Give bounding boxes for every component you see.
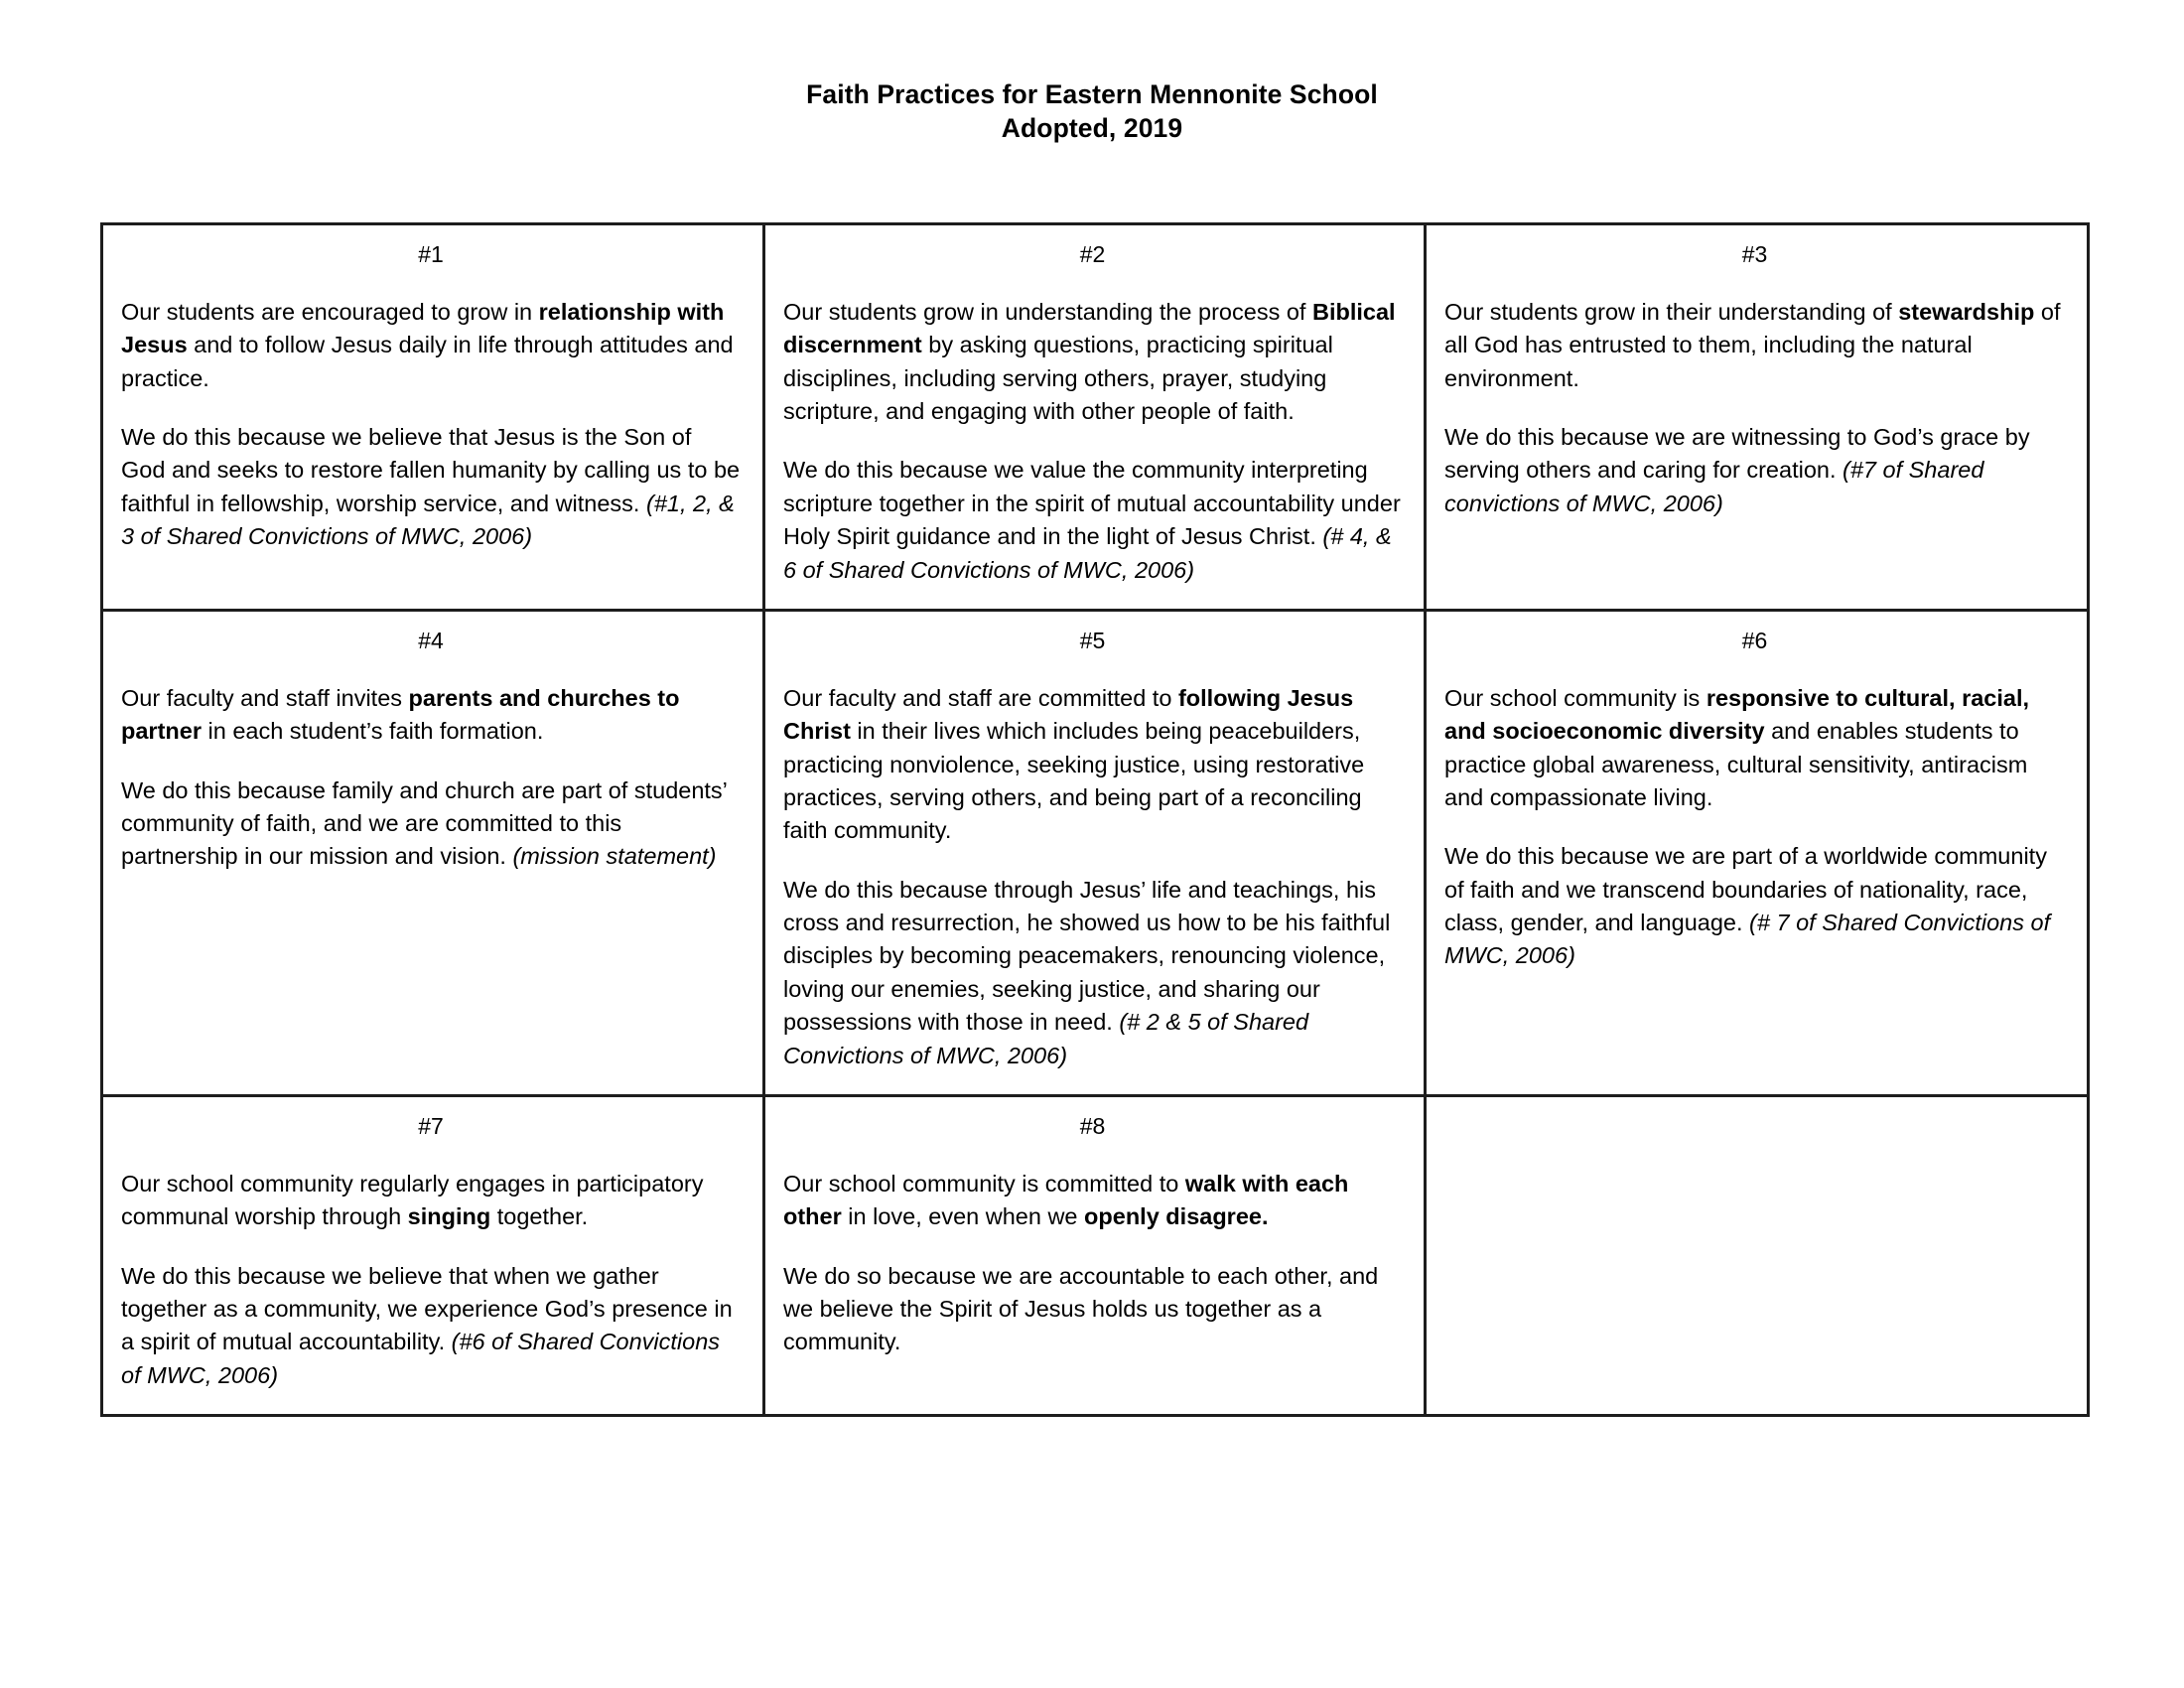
text-run-italic: (#1, 2, & 3 of Shared Convictions of MWC, 2006) (121, 490, 735, 550)
practice-paragraph (783, 1168, 1402, 1234)
practice-number-label: #6 (1741, 627, 1768, 653)
practice-paragraph (1444, 682, 2065, 814)
text-run-normal: We do this because we are part of a worldwide community of faith and we transcend boundaries of nationality, race, class, gender, and language. (1444, 843, 2047, 936)
text-run-bold: stewardship (1898, 299, 2035, 326)
practice-cell-inner (103, 1097, 762, 1414)
text-run-italic: (#6 of Shared Convictions of MWC, 2006) (121, 1329, 721, 1388)
text-run-bold: following Jesus Christ (783, 684, 1354, 745)
text-run-bold: relationship with Jesus (121, 299, 725, 358)
table-row (102, 1095, 2089, 1415)
practice-cell-6 (1426, 610, 2089, 1095)
text-run-bold: responsive to cultural, racial, and socioeconomic diversity (1444, 684, 2030, 745)
practice-paragraph (783, 454, 1402, 586)
practice-paragraph (1444, 296, 2065, 395)
practice-number-label: #1 (418, 241, 444, 267)
practice-number-label: #7 (418, 1112, 444, 1139)
practice-body (121, 682, 741, 874)
practice-number-label: #5 (1079, 627, 1106, 653)
practice-cell-7 (102, 1095, 764, 1415)
text-run-normal: and enables students to practice global awareness, cultural sensitivity, antiracism and compassionate living. (1444, 718, 2028, 811)
text-run-normal: Our school community is committed to (783, 1170, 1185, 1196)
practice-paragraph (121, 774, 741, 874)
practice-cell-4 (102, 610, 764, 1095)
practice-cell-3 (1426, 224, 2089, 611)
practice-cell-inner (1427, 1097, 2087, 1159)
page-subtitle: Adopted, 2019 (1001, 113, 1183, 144)
practice-cell-empty (1426, 1095, 2089, 1415)
practice-cell-inner (765, 612, 1424, 1094)
practice-paragraph (121, 682, 741, 749)
table-row (102, 610, 2089, 1095)
practice-cell-8 (764, 1095, 1426, 1415)
text-run-normal: Our students grow in understanding the process of (783, 299, 1312, 326)
text-run-normal: We do this because through Jesus’ life and teachings, his cross and resurrection, he showed us how to be his faithful disciples by becoming peacemakers, renouncing violence, loving our enemies, seeking justice, and sharing our possessions with those in need. (783, 876, 1391, 1036)
practice-body (121, 1168, 741, 1392)
text-run-normal: and to follow Jesus daily in life through attitudes and practice. (121, 332, 734, 391)
text-run-normal: in each student’s faith formation. (201, 718, 544, 745)
practice-cell-inner (1427, 612, 2087, 995)
text-run-italic: (# 4, & 6 of Shared Convictions of MWC, 2006) (783, 523, 1392, 583)
text-run-bold: openly disagree. (1084, 1203, 1269, 1230)
table-row (102, 224, 2089, 611)
practice-paragraph (121, 421, 741, 553)
text-run-normal: We do this because family and church are part of students’ community of faith, and we are committed to this partnership in our mission and vision. (121, 776, 728, 870)
text-run-normal: of all God has entrusted to them, including the natural environment. (1444, 299, 2061, 391)
practice-cell-inner (765, 1097, 1424, 1381)
text-run-normal: Our students grow in their understanding of (1444, 299, 1899, 326)
practice-paragraph (783, 874, 1402, 1072)
text-run-bold: Biblical discernment (783, 299, 1396, 358)
text-run-italic: (mission statement) (512, 843, 717, 870)
practice-cell-inner (103, 612, 762, 896)
text-run-normal: We do this because we believe that when we gather together as a community, we experience God’s presence in a spirit of mutual accountability. (121, 1262, 733, 1355)
text-run-normal: Our faculty and staff invites (121, 684, 409, 711)
practice-cell-inner (103, 225, 762, 576)
text-run-bold: walk with each other (783, 1170, 1349, 1230)
practice-body (121, 296, 741, 554)
text-run-bold: singing (407, 1203, 491, 1230)
practice-paragraph (121, 1260, 741, 1392)
practice-cell-1 (102, 224, 764, 611)
text-run-normal: in love, even when we (841, 1203, 1085, 1230)
practice-cell-2 (764, 224, 1426, 611)
practice-number-label: #2 (1079, 241, 1106, 267)
practice-body (783, 1168, 1402, 1359)
practice-body (1444, 296, 2065, 520)
text-run-normal: by asking questions, practicing spiritual disciplines, including serving others, prayer, studying scripture, and engaging with other people of faith. (783, 332, 1333, 425)
practice-paragraph (783, 682, 1402, 848)
practice-number-label: #8 (1079, 1112, 1106, 1139)
practice-paragraph (783, 1260, 1402, 1359)
text-run-italic: (# 7 of Shared Convictions of MWC, 2006) (1444, 910, 2051, 969)
text-run-normal: in their lives which includes being peacebuilders, practicing nonviolence, seeking justice, using restorative practices, serving others, and being part of a reconciling faith community. (783, 718, 1365, 844)
practice-paragraph (121, 296, 741, 395)
practice-number-label: #3 (1741, 241, 1768, 267)
text-run-normal: Our students are encouraged to grow in (121, 299, 539, 326)
text-run-italic: (# 2 & 5 of Shared Convictions of MWC, 2006) (783, 1009, 1309, 1068)
text-run-normal: Our school community regularly engages in participatory communal worship through (121, 1170, 704, 1230)
practice-body (1444, 682, 2065, 973)
text-run-normal: We do so because we are accountable to each other, and we believe the Spirit of Jesus holds us together as a community. (783, 1262, 1379, 1355)
practice-paragraph (1444, 421, 2065, 520)
text-run-normal: We do this because we are witnessing to God’s grace by serving others and caring for creation. (1444, 424, 2030, 484)
document-header (0, 0, 2184, 146)
page-title: Faith Practices for Eastern Mennonite School (806, 79, 1378, 109)
table-body (102, 224, 2089, 1416)
practice-paragraph (1444, 840, 2065, 972)
practice-body (783, 682, 1402, 1072)
text-run-normal: Our faculty and staff are committed to (783, 684, 1178, 711)
text-run-bold: parents and churches to partner (121, 684, 680, 745)
practice-cell-5 (764, 610, 1426, 1095)
text-run-normal: Our school community is (1444, 684, 1706, 711)
faith-practices-table (100, 222, 2090, 1417)
text-run-normal: We do this because we value the community interpreting scripture together in the spirit of mutual accountability under Holy Spirit guidance and in the light of Jesus Christ. (783, 457, 1401, 550)
text-run-italic: (#7 of Shared convictions of MWC, 2006) (1444, 457, 1984, 516)
text-run-normal: together. (490, 1203, 589, 1230)
practice-cell-inner (765, 225, 1424, 609)
practice-body (783, 296, 1402, 587)
practice-cell-inner (1427, 225, 2087, 542)
practice-paragraph (121, 1168, 741, 1234)
practice-paragraph (783, 296, 1402, 428)
practice-number-label: #4 (418, 627, 444, 653)
text-run-normal: We do this because we believe that Jesus is the Son of God and seeks to restore fallen humanity by calling us to be faithful in fellowship, worship service, and witness. (121, 424, 741, 516)
